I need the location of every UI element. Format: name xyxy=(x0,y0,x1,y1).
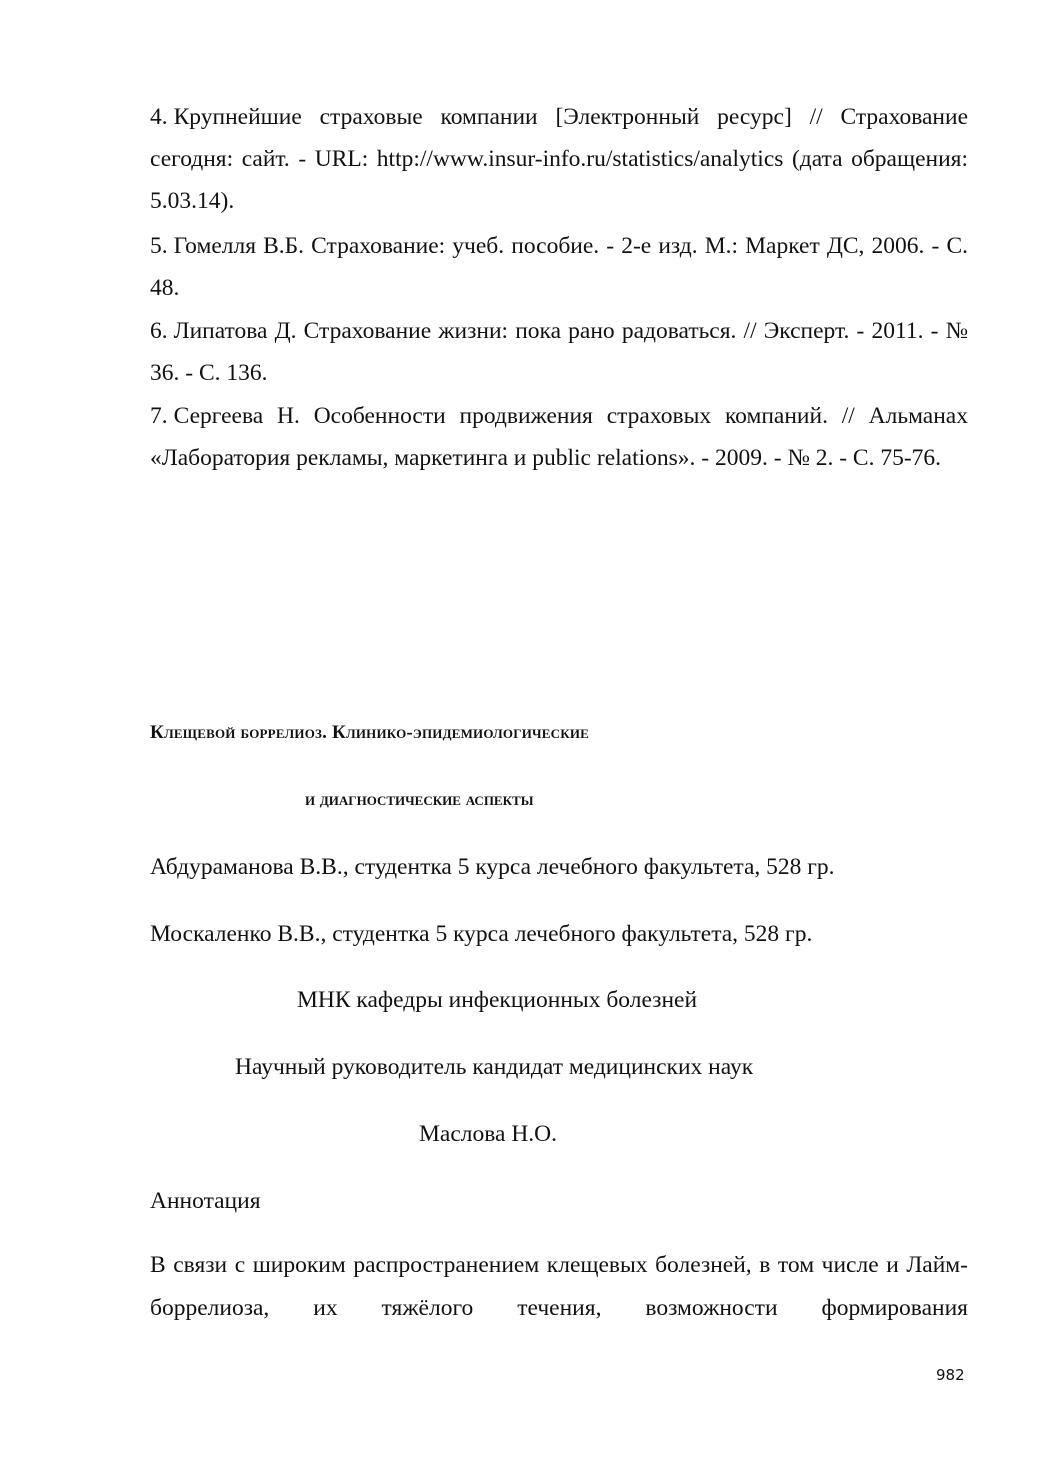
reference-item: 7. Сергеева Н. Особенности продвижения страховых компаний. // Альманах «Лаборатория рекламы, маркетинга и public relations». - 2009. - № 2. - С. 75-76. xyxy=(150,403,968,471)
reference-item: 6. Липатова Д. Страхование жизни: пока рано радоваться. // Эксперт. - 2011. - № 36. - С. 136. xyxy=(150,318,968,386)
abstract-text: В связи с широким распространением клещевых болезней, в том числе и Лайм- боррелиоза, их тяжёлого течения, возможности формирования xyxy=(150,1252,968,1321)
author-1: Абдураманова В.В., студентка 5 курса лечебного факультета, 528 гр. xyxy=(150,854,835,880)
page-number: 982 xyxy=(936,1366,965,1384)
supervisor-name: Маслова Н.О. xyxy=(419,1121,558,1147)
department: МНК кафедры инфекционных болезней xyxy=(297,987,698,1013)
reference-list xyxy=(150,96,968,482)
abstract-heading: Аннотация xyxy=(150,1188,261,1214)
article-title-line1: Клещевой боррелиоз. Клинико-эпидемиологические xyxy=(150,722,590,743)
reference-item: 4. Крупнейшие страховые компании [Электронный ресурс] // Страхование сегодня: сайт. - URL: http://www.insur-info.ru/statistics/analytics (дата обращения: 5.03.14). xyxy=(150,104,968,214)
reference-item: 5. Гомелля В.Б. Страхование: учеб. пособие. - 2-е изд. М.: Маркет ДС, 2006. - С. 48. xyxy=(150,233,968,301)
article-title-line2: и диагностические аспекты xyxy=(305,789,534,810)
author-2: Москаленко В.В., студентка 5 курса лечебного факультета, 528 гр. xyxy=(150,921,813,947)
supervisor-label: Научный руководитель кандидат медицинских наук xyxy=(235,1054,754,1080)
